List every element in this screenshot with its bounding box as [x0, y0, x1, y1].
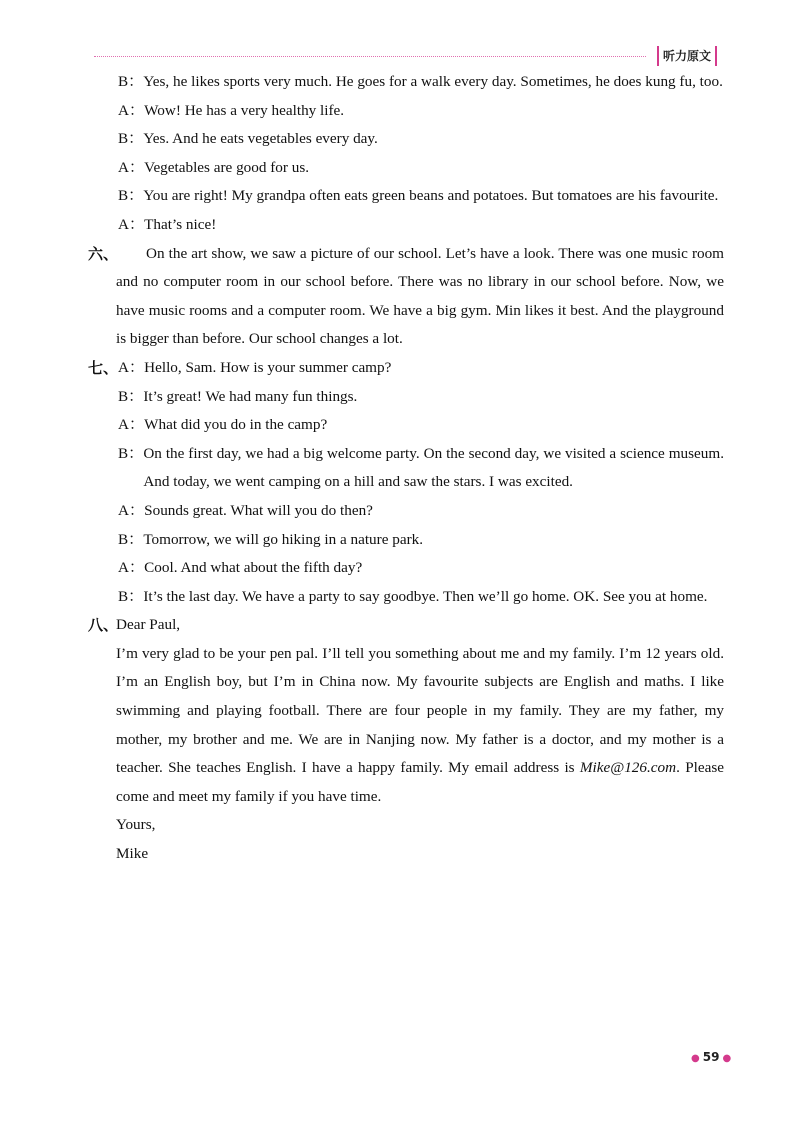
- speaker-label: B：: [118, 130, 144, 148]
- passage-text: On the art show, we saw a picture of our school. Let’s have a look. There was one music room and no computer room in our school before. There was no library in our school before. Now, we have music rooms and a computer room. We have a big gym. Min likes it best. And the playground is bigger than before. Our school changes a lot.: [116, 244, 724, 348]
- speaker-label: B：: [118, 587, 144, 605]
- letter-closing: Yours,: [116, 816, 156, 834]
- dialogue-line: [88, 383, 724, 412]
- dialogue-text: It’s great! We had many fun things.: [143, 387, 358, 405]
- speaker-label: B：: [118, 73, 144, 90]
- dialogue-line: [88, 125, 724, 154]
- dialogue-line: [88, 154, 724, 183]
- dialogue-line: [88, 497, 724, 526]
- dialogue-text: That’s nice!: [144, 215, 217, 233]
- letter: [88, 611, 724, 868]
- dialogue-line: [88, 440, 724, 497]
- dialogue-text: Vegetables are good for us.: [144, 158, 310, 176]
- dialogue-text: Wow! He has a very healthy life.: [144, 101, 345, 119]
- speaker-label: A：: [118, 158, 145, 176]
- dialogue-line: [88, 411, 724, 440]
- section-8: [88, 611, 724, 868]
- dialogue-text: What did you do in the camp?: [144, 416, 328, 434]
- dialogue-text: Hello, Sam. How is your summer camp?: [144, 358, 392, 376]
- dialogue-line: [88, 68, 724, 97]
- section-6: [88, 240, 724, 354]
- dialogue-line: [88, 182, 724, 211]
- letter-signature: Mike: [116, 845, 149, 863]
- page-content: [88, 68, 724, 869]
- speaker-label: B：: [118, 187, 144, 205]
- dialogue-line: [88, 583, 724, 612]
- dialogue-text: Cool. And what about the fifth day?: [144, 559, 363, 577]
- speaker-label: A：: [118, 215, 145, 233]
- speaker-label: A：: [118, 416, 145, 434]
- dialogue-text: Sounds great. What will you do then?: [144, 501, 373, 519]
- letter-salutation: Dear Paul,: [116, 616, 181, 634]
- speaker-label: B：: [118, 444, 144, 462]
- dialogue-line: [88, 554, 724, 583]
- dialogue-line: [88, 211, 724, 240]
- dialogue-text: It’s the last day. We have a party to say goodbye. Then we’ll go home. OK. See you at home.: [143, 587, 708, 605]
- dialogue-text: Yes, he likes sports very much. He goes for a walk every day. Sometimes, he does kung fu, too.: [143, 73, 723, 90]
- section-number: 六、: [88, 244, 119, 263]
- bullet-dot-icon: ●: [722, 1053, 732, 1064]
- dialogue-text: You are right! My grandpa often eats green beans and potatoes. But tomatoes are his favourite.: [143, 187, 719, 205]
- speaker-label: A：: [118, 501, 145, 519]
- speaker-label: A：: [118, 358, 145, 376]
- dialogue-text: Tomorrow, we will go hiking in a nature park.: [143, 530, 424, 548]
- section-prev-dialogue: [88, 68, 724, 240]
- section-tag: 听力原文: [657, 46, 717, 66]
- dialogue-line: [88, 97, 724, 126]
- speaker-label: B：: [118, 530, 144, 548]
- dialogue-text: On the first day, we had a big welcome party. On the second day, we visited a science museum. And today, we went camping on a hill and saw the stars. I was excited.: [143, 444, 724, 491]
- dialogue-line: [88, 354, 724, 383]
- speaker-label: A：: [118, 559, 145, 577]
- speaker-label: B：: [118, 387, 144, 405]
- page-number: ● 59 ●: [688, 1050, 734, 1064]
- section-number: 八、: [88, 616, 119, 635]
- speaker-label: A：: [118, 101, 145, 119]
- letter-body: I’m very glad to be your pen pal. I’ll tell you something about me and my family. I’m 12 years old. I’m an English boy, but I’m in China now. My favourite subjects are English and maths. I like swimming and playing football. There are four people in my family. They are my father, my mother, my brother and me. We are in Nanjing now. My father is a doctor, and my mother is a teacher. She teaches English. I have a happy family. My email address is Mike@126.com. Please come and meet my family if you have time.: [116, 644, 724, 805]
- header-dotted-rule: [94, 56, 646, 57]
- dialogue-line: [88, 526, 724, 555]
- email-address: Mike@126.com: [579, 759, 677, 777]
- section-number: 七、: [88, 358, 119, 377]
- bullet-dot-icon: ●: [691, 1053, 700, 1064]
- section-7: [88, 354, 724, 611]
- dialogue-text: Yes. And he eats vegetables every day.: [143, 130, 378, 148]
